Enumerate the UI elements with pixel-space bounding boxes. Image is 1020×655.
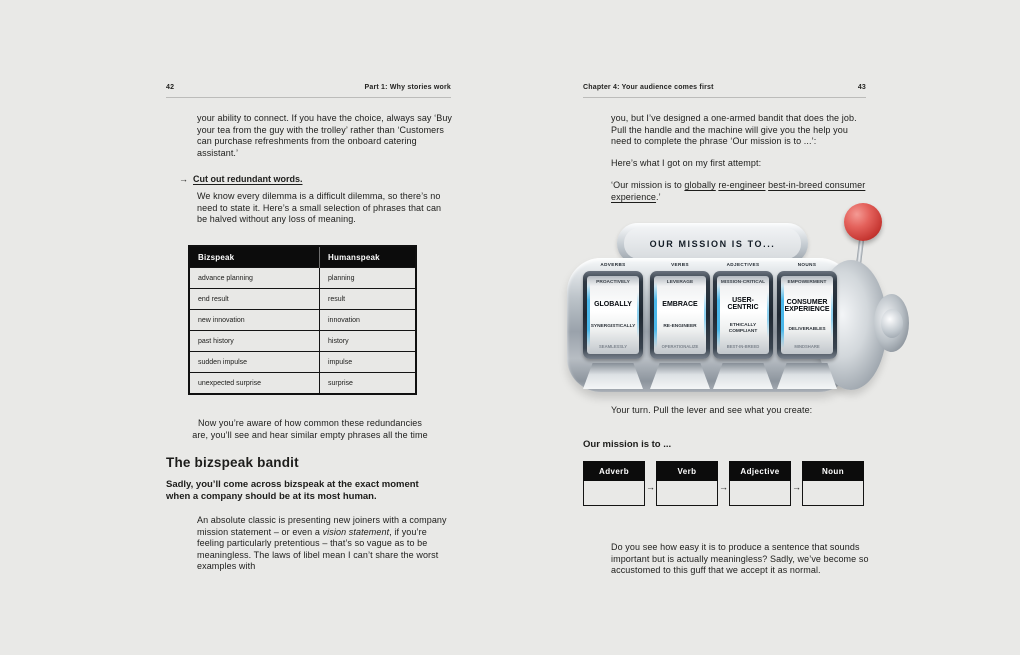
mission-underlined-verb: re-engineer: [718, 180, 766, 190]
reel-window: [583, 271, 643, 359]
paragraph-aware: Now you’re aware of how common these redundancies are, you’ll see and hear similar empty phrases all the time: [192, 418, 428, 440]
header-rule-left: [166, 97, 451, 98]
page-number-right: 43: [857, 84, 866, 91]
reel-word-below: RE-ENGINEER: [663, 324, 697, 330]
arrow-right-icon: →: [792, 482, 801, 492]
redundant-words-bullet: [179, 174, 303, 184]
reel-word-bottom: MINDSHARE: [794, 344, 820, 350]
mission-underlined-adverb: globally: [684, 180, 716, 190]
vision-statement-italic: vision statement: [322, 526, 390, 537]
bullet-label: Cut out redundant words.: [193, 174, 303, 184]
mission-prompt: Our mission is to ...: [583, 439, 672, 450]
arrow-right-icon: →: [646, 482, 655, 492]
table-cell: surprise: [320, 373, 417, 395]
word-box-noun: [802, 461, 864, 506]
word-boxes-diagram: [583, 461, 865, 507]
reel-base: [650, 363, 710, 389]
reel-verbs: [650, 262, 710, 389]
paragraph-classic: [197, 515, 455, 573]
reel-label: ADJECTIVES: [726, 262, 760, 267]
word-box-blank: [729, 481, 791, 506]
word-box-adjective: [729, 461, 791, 506]
paragraph-attempt: Here’s what I got on my first attempt:: [611, 158, 762, 168]
table-cell: unexpected surprise: [189, 373, 320, 395]
word-box-label: Noun: [802, 461, 864, 481]
paragraph-bandit: you, but I’ve designed a one-armed bandit that does the job. Pull the handle and the machine will give you the help you need to complete the phrase ‘Our mission is to ...’:: [611, 113, 857, 147]
header-rule-right: [583, 97, 866, 98]
reel-label: VERBS: [671, 262, 689, 267]
lever-ball: [844, 203, 882, 241]
table-row: [189, 289, 416, 310]
machine-plaque-text: OUR MISSION IS TO...: [624, 228, 801, 259]
running-head-left: Part 1: Why stories work: [364, 84, 451, 91]
paragraph-dilemma: We know every dilemma is a difficult dilemma, so there’s no need to state it. Here’s a small selection of phrases that can be halved without any loss of meaning.: [197, 191, 442, 225]
reel-word-below: DELIVERABLES: [788, 326, 826, 332]
table-cell: advance planning: [189, 268, 320, 289]
word-box-label: Verb: [656, 461, 718, 481]
lever-pivot-dome: [881, 309, 903, 338]
reel-base: [777, 363, 837, 389]
reel-word-top: PROACTIVELY: [596, 280, 630, 285]
table-cell: result: [320, 289, 417, 310]
table-cell: impulse: [320, 352, 417, 373]
mission-part: .’: [656, 191, 661, 202]
page-left: [166, 84, 451, 629]
reel-word-main: USER-CENTRIC: [727, 296, 759, 312]
running-head-right: Chapter 4: Your audience comes first: [583, 84, 714, 91]
reel-word-top: EMPOWERMENT: [787, 280, 827, 285]
word-box-adverb: [583, 461, 645, 506]
table-row: [189, 331, 416, 352]
table-row: [189, 268, 416, 289]
word-box-verb: [656, 461, 718, 506]
table-cell: past history: [189, 331, 320, 352]
arrow-right-icon: →: [719, 482, 728, 492]
reel-label: ADVERBS: [600, 262, 626, 267]
section-intro: Sadly, you’ll come across bizspeak at the exact moment when a company should be at its most human.: [166, 479, 419, 502]
reel-adjectives: [713, 262, 773, 389]
table-header-bizspeak: Bizspeak: [189, 246, 320, 268]
reel-word-main: GLOBALLY: [594, 301, 632, 309]
table-cell: new innovation: [189, 310, 320, 331]
reel-word-top: LEVERAGE: [666, 280, 694, 285]
table-cell: innovation: [320, 310, 417, 331]
paragraph-your-turn: Your turn. Pull the lever and see what you create:: [611, 405, 813, 415]
slot-machine-illustration: [563, 202, 915, 402]
mission-part: ‘Our mission is to: [611, 180, 685, 190]
page-right-header: [583, 84, 866, 91]
mission-underlined-phrase: best-in-breed consumer experience: [611, 180, 866, 202]
table-header-humanspeak: Humanspeak: [320, 246, 417, 268]
reel-paper: [781, 276, 833, 354]
reel-word-bottom: OPERATIONALIZE: [661, 344, 699, 350]
page-right: [583, 84, 869, 629]
paragraph-connect: your ability to connect. If you have the choice, always say ‘Buy your tea from the guy with the trolley’ rather than ‘Customers can purchase refreshments from the onboard catering assistant.’: [197, 113, 453, 158]
table-cell: sudden impulse: [189, 352, 320, 373]
paragraph-classic-part1: An absolute classic is presenting new joiners with a company mission statement – or even a: [197, 515, 447, 537]
reel-base: [583, 363, 643, 389]
word-box-label: Adverb: [583, 461, 645, 481]
reel-word-main: CONSUMER EXPERIENCE: [784, 298, 830, 314]
arrow-bullet-icon: →: [179, 174, 188, 184]
reel-word-below: SYNERGISTICALLY: [590, 324, 636, 330]
table-cell: end result: [189, 289, 320, 310]
reel-nouns: [777, 262, 837, 389]
table-cell: history: [320, 331, 417, 352]
reel-word-bottom: BEST-IN-BREED: [726, 344, 760, 350]
page-number-left: 42: [166, 84, 175, 91]
bizspeak-table: [188, 245, 417, 395]
reel-paper: [587, 276, 639, 354]
word-box-blank: [583, 481, 645, 506]
reel-window: [713, 271, 773, 359]
reel-paper: [654, 276, 706, 354]
page-left-header: [166, 84, 451, 91]
reel-window: [777, 271, 837, 359]
reel-window: [650, 271, 710, 359]
table-row: [189, 373, 416, 395]
reel-word-bottom: SEAMLESSLY: [598, 344, 627, 350]
reel-label: NOUNS: [797, 262, 817, 267]
word-box-blank: [656, 481, 718, 506]
word-box-label: Adjective: [729, 461, 791, 481]
paragraph-guff: Do you see how easy it is to produce a sentence that sounds important but is actually meaningless? Sadly, we’ve become so accustomed to this guff that we accept it as normal.: [611, 542, 869, 576]
reel-word-main: EMBRACE: [662, 301, 698, 309]
table-row: [189, 310, 416, 331]
reel-adverbs: [583, 262, 643, 389]
paragraph-classic-part2: , if you’re feeling particularly pretentious – that’s so vague as to be meaningless. The laws of libel mean I can’t share the worst examples with: [197, 526, 439, 572]
table-cell: planning: [320, 268, 417, 289]
table-row: [189, 352, 416, 373]
mission-sentence: [611, 180, 867, 203]
reel-word-below: ETHICALLY COMPLIANT: [728, 323, 758, 334]
reel-paper: [717, 276, 769, 354]
word-box-blank: [802, 481, 864, 506]
section-heading: The bizspeak bandit: [166, 455, 299, 470]
table-header-row: [189, 246, 416, 268]
reel-word-top: MISSION-CRITICAL: [720, 280, 766, 285]
reel-base: [713, 363, 773, 389]
